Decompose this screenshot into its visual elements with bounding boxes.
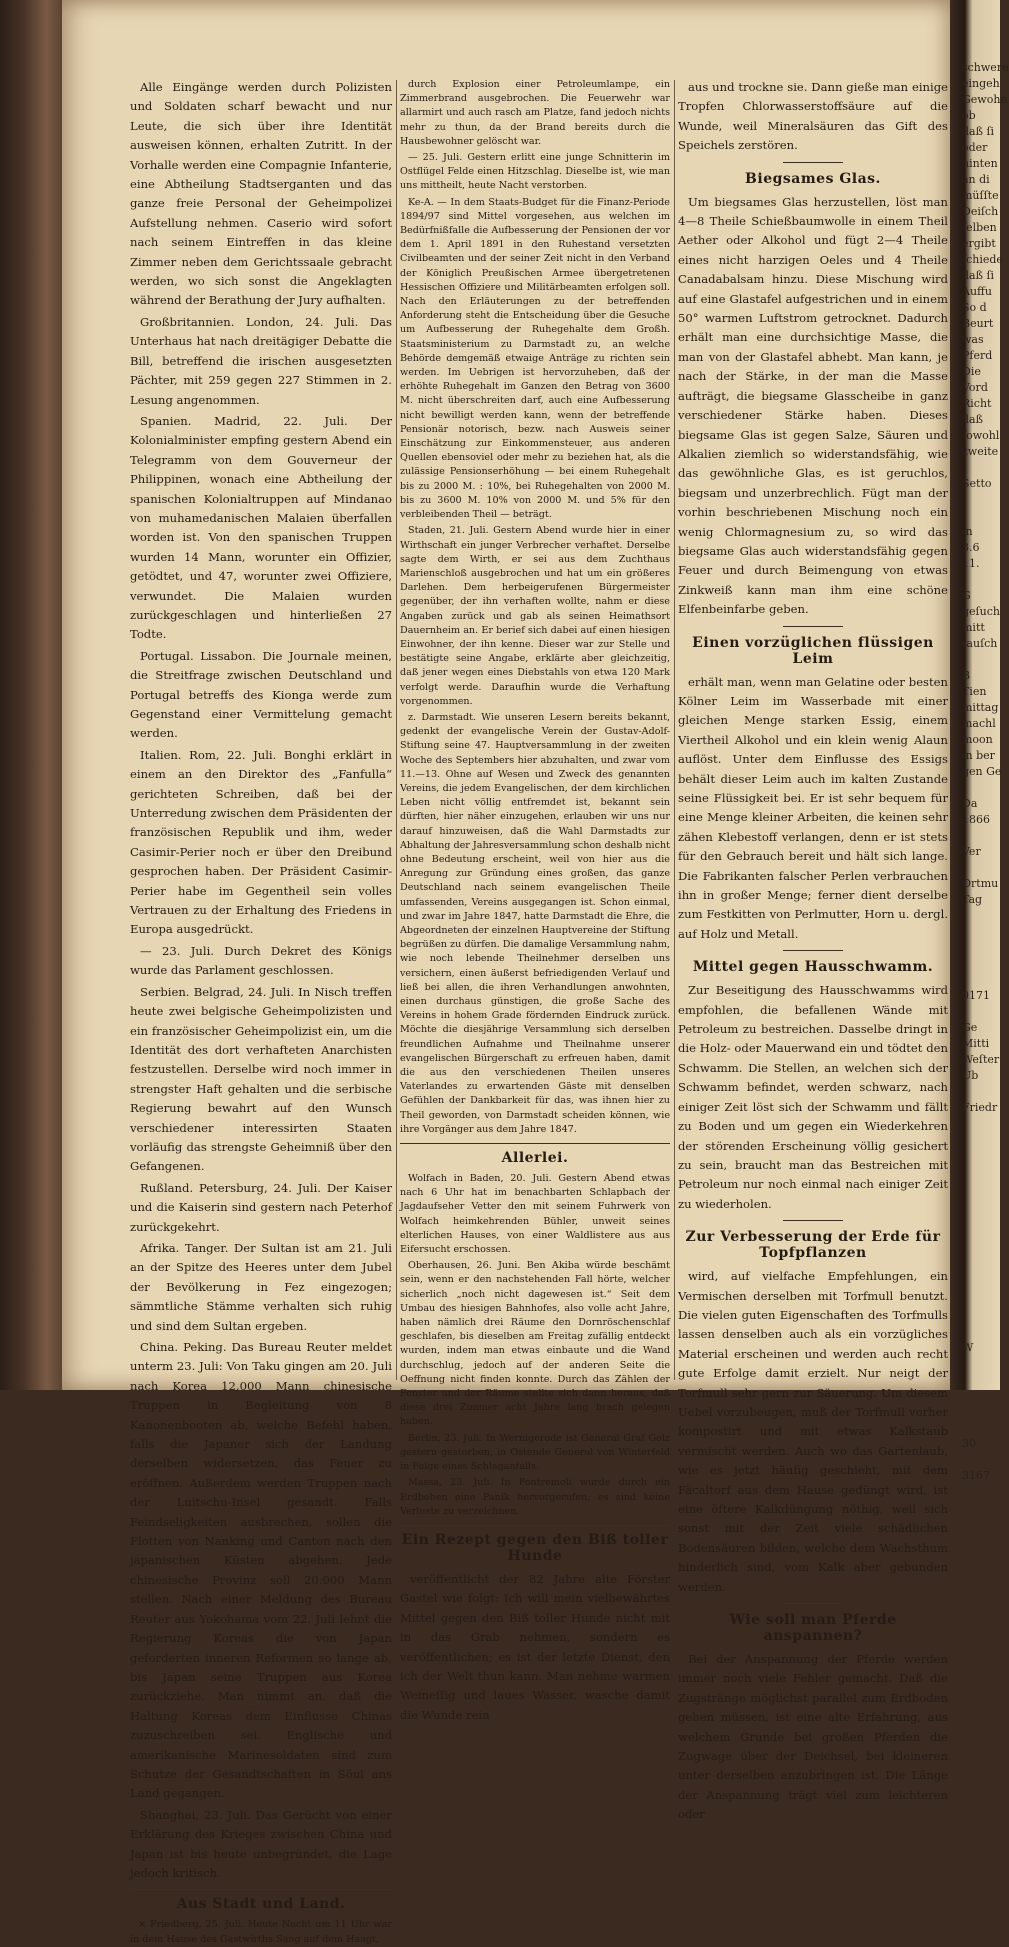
edge-fragment xyxy=(958,908,1000,924)
edge-fragment xyxy=(958,1132,1000,1148)
edge-fragment: Tien xyxy=(962,685,987,698)
edge-fragment xyxy=(958,1308,1000,1324)
edge-fragment: zweite xyxy=(962,445,999,458)
edge-fragment xyxy=(958,460,1000,476)
recipe-paragraph: aus und trockne sie. Dann gieße man einige Tropfen Chlorwasserstoffsäure auf die Wunde, weil Mineralsäuren das Gift des Speichels zerstören. xyxy=(678,80,948,153)
edge-fragment: Ortmu xyxy=(962,877,999,890)
edge-fragment: daß ſi xyxy=(962,269,995,282)
edge-fragment: W xyxy=(962,1341,974,1354)
article-heading: Biegsames Glas. xyxy=(745,170,881,187)
edge-fragment xyxy=(958,940,1000,956)
article-divider xyxy=(783,1603,843,1604)
article-divider xyxy=(783,950,843,951)
edge-fragment: Deiſch xyxy=(962,205,999,218)
edge-fragment: eingeh xyxy=(962,77,1000,90)
edge-fragment xyxy=(958,1196,1000,1212)
edge-fragment xyxy=(958,1212,1000,1228)
edge-fragment xyxy=(958,1244,1000,1260)
edge-fragment xyxy=(958,508,1000,524)
edge-fragment: machl xyxy=(962,717,996,730)
edge-fragment: Weſter xyxy=(962,1053,1000,1066)
article-divider xyxy=(783,162,843,163)
edge-fragment: Ver xyxy=(962,845,981,858)
edge-fragment: oder xyxy=(962,141,988,154)
edge-fragment xyxy=(958,572,1000,588)
edge-fragment xyxy=(958,860,1000,876)
section-rule xyxy=(400,1525,670,1526)
local-news-paragraph: × Friedberg, 25. Juli. Heute Nacht um 11 Uhr war in dem Hause des Gastwirths Sang auf dem Haagt, xyxy=(130,1919,392,1945)
article-paragraph: Zur Beseitigung des Hausschwamms wird empfohlen, die befallenen Wände mit Petroleum zu bestreichen. Dasselbe dringt in die Holz- oder Mauerwand ein und tödtet den Schwamm. Die Stellen, an welchen sich der Schwamm befindet, werden schwarz, nach einiger Zeit löst sich der Schwamm und fällt zu Boden und um gegen ein Wiederkehren der störenden Erscheinung völlig gesichert zu sein, braucht man das Bestreichen mit Petroleum nur noch einmal nach einiger Zeit zu wiederholen. xyxy=(678,983,948,1211)
edge-fragment xyxy=(958,828,1000,844)
edge-fragment: Pferd xyxy=(962,349,993,362)
book-binding-right xyxy=(950,0,1009,1482)
news-paragraph: — 23. Juli. Durch Dekret des Königs wurde das Parlament geschlossen. xyxy=(130,943,392,978)
edge-fragment: hinten xyxy=(962,157,998,170)
column-rule-1 xyxy=(396,80,397,1380)
edge-fragment: So d xyxy=(962,301,987,314)
news-paragraph: Shanghai, 23. Juli. Das Gerücht von einer Erklärung des Krieges zwischen China und Japan ist bis heute unbegründet, die Lage jedoch kritisch. xyxy=(130,1807,392,1880)
edge-fragment: 3167 xyxy=(962,1469,990,1482)
recipe-paragraph: veröffentlicht der 82 Jahre alte Förster Gastel wie folgt: Ich will mein vielbewährtes Mittel gegen den Biß toller Hunde nicht mit in das Grab nehmen, sondern es veröffentlichen; es ist der letzte Dienst, den ich der Welt thun kann. Man nehme warmen Weineſſig und laues Wasser, wasche damit die Wunde rein xyxy=(400,1571,670,1722)
section-heading-aus-stadt-und-land: Aus Stadt und Land. xyxy=(176,1896,346,1913)
edge-fragment: Die xyxy=(962,365,981,378)
edge-fragment xyxy=(958,1276,1000,1292)
article-divider xyxy=(783,626,843,627)
edge-fragment: Ub xyxy=(962,1069,979,1082)
edge-fragment: mittag xyxy=(962,701,999,714)
section-heading-allerlei: Allerlei. xyxy=(501,1150,569,1167)
miscellany-paragraph: Berlin, 23. Juli. In Wernigerode ist General Graf Golz gestern gestorben, in Ostende General von Winterfeld in Folge eines Schlaganfalls. xyxy=(400,1432,670,1473)
local-news-paragraph: z. Darmstadt. Wie unseren Lesern bereits bekannt, gedenkt der evangelische Verein der Gustav-Adolf-Stiftung seine 47. Hauptversammlung in der zweiten Woche des Septembers hier abzuhalten, und zwar vom 11.—13. Ohne auf Wesen und Zweck des genannten Vereins, die jedem Evangelischen, der dem kirchlichen Leben nicht völlig entfremdet ist, bekannt sein dürften, hier näher einzugehen, erlauben wir uns nur darauf hinzuweisen, daß die Wahl Darmstadts zur Abhaltung der Jahresversammlung schon deshalb nicht ohne Bedeutung erscheint, weil von hier aus die Anregung zur Gründung eines großen, das ganze Deutschland nach seinem evangelischen Theile umfassenden, Vereins ausgegangen ist. Schon einmal, und zwar im Jahre 1847, hatte Darmstadt die Ehre, die Abgeordneten der einzelnen Hauptvereine der Stiftung begrüßen zu dürfen. Die damalige Versammlung nahm, wie noch lebende Theilnehmer derselben uns versichern, einen äußerst befriedigenden Verlauf und ließ bei allen, die ihren Verhandlungen anwohnten, einen durchaus günstigen, die große Sache des Vereins in hohem Grade fördernden Eindruck zurück. Möchte die diesjährige Versammlung sich derselben freundlichen Aufnahme und Theilnahme unserer evangelischen Bürgerschaft zu erfreuen haben, damit die aus den verschiedenen Theilen unseres Vaterlandes zu erwartenden Gäste mit denselben Gefühlen der Dankbarkeit für das, was ihnen hier zu Theil geworden, von Darmstadt scheiden können, wie ihre Vorgänger aus dem Jahre 1847. xyxy=(400,711,670,1135)
article-paragraph: erhält man, wenn man Gelatine oder besten Kölner Leim im Wasserbade mit einer gleichen Menge starken Essig, einem Viertheil Alkohol und ein klein wenig Alaun auflöst. Unter dem Einflusse des Essigs behält dieser Leim auch im kalten Zustande seine Flüssigkeit bei. Er ist sehr bequem für eine Menge kleiner Arbeiten, die keinen sehr zähen Klebestoff verlangen, denn er ist stets für den Gebrauch bereit und hält sich lange. Die Fabrikanten falscher Perlen verbrauchen ihn in großer Menge; ferner dient derselbe zum Festkitten von Perlmutter, Horn u. dergl. auf Holz und Metall. xyxy=(678,674,948,941)
edge-fragment: 11. xyxy=(962,557,980,570)
column-2 xyxy=(400,78,670,1722)
edge-fragment xyxy=(958,1388,1000,1404)
miscellany-paragraph: Massa, 23. Juli. In Pontremoli wurde durch ein Erdbeben eine Panik hervorgerufen; es sind keine Verluste zu verzeichnen. xyxy=(400,1477,670,1517)
article-heading: Zur Verbesserung der Erde für Topfpflanzen xyxy=(685,1229,941,1262)
edge-fragment: 3.6 xyxy=(962,541,980,554)
news-paragraph: China. Peking. Das Bureau Reuter meldet unterm 23. Juli: Von Taku gingen am 20. Juli nach Korea 12,000 Mann chinesische Truppen in Begleitung von 8 Kanonenbooten ab, welche Befehl haben, falls die Japaner sich der Landung derselben widersetzen, das Feuer zu eröffnen. Außerdem werden Truppen nach der Luitschu-Insel gesandt. Falls Feindseligkeiten ausbrechen, sollen die Flotten von Nanking und Canton nach den japanischen Küsten abgehen. Jede chinesische Provinz soll 20,000 Mann stellen. Nach einer Meldung des Bureau Reuter aus Yokohama vom 22. Juli lehnt die Regierung Koreas die von Japan geforderten inneren Reformen so lange ab, bis Japan seine Truppen aus Korea zurückziehe. Man nimmt an, daß die Haltung Koreas dem Einflusse Chinas zuzuschreiben sei. Englische und amerikanische Marinesoldaten sind zum Schutze der Gesandtschaften in Söul ans Land gegangen. xyxy=(130,1340,392,1801)
section-rule xyxy=(400,1143,670,1144)
local-news-paragraph: — 25. Juli. Gestern erlitt eine junge Schnitterin im Ostflügel Felde einen Hitzschlag. Dieselbe ist, wie man uns mittheilt, heute Nacht verstorben. xyxy=(400,152,670,192)
edge-fragment: Setto xyxy=(962,477,992,490)
edge-fragment xyxy=(958,1292,1000,1308)
edge-fragment xyxy=(958,1356,1000,1372)
edge-fragment: Richt xyxy=(962,397,992,410)
edge-fragment: ſelben xyxy=(962,221,997,234)
edge-fragment xyxy=(958,1420,1000,1436)
edge-fragment: mitt xyxy=(962,621,985,634)
edge-fragment: G xyxy=(962,589,971,602)
edge-fragment xyxy=(958,924,1000,940)
edge-fragment: tauſch xyxy=(962,637,998,650)
book-binding-left xyxy=(0,0,62,1390)
edge-fragment: Auffu xyxy=(962,285,992,298)
edge-fragment xyxy=(958,1004,1000,1020)
news-paragraph: Serbien. Belgrad, 24. Juli. In Nisch treffen heute zwei belgische Geheimpolizisten und ein französischer Geheimpolizist ein, um die Identität des dort verhafteten Anarchisten festzustellen. Derselbe wird noch immer in strengster Haft gehalten und die serbische Regierung bewahrt auf den Wunsch verschiedener interessirten Staaten vorläufig das strengste Geheimniß über den Gefangenen. xyxy=(130,984,392,1174)
edge-fragment: gen Ge xyxy=(962,765,1002,778)
local-news-paragraph: durch Explosion einer Petroleumlampe, ein Zimmerbrand ausgebrochen. Die Feuerwehr war allarmirt und auch rasch am Platze, fand jedoch nichts mehr zu thun, da der Brand bereits durch die Hausbewohner gelöscht war. xyxy=(400,79,670,147)
news-paragraph: Spanien. Madrid, 22. Juli. Der Kolonialminister empfing gestern Abend ein Telegramm von dem Gouverneur der Philippinen, wonach eine Abtheilung der spanischen Kolonialtruppen auf Mindanao von muhamedanischen Malaien überfallen worden ist. Von den spanischen Truppen wurden 14 Mann, worunter ein Offizier, getödtet, und 47, worunter zwei Offiziere, verwundet. Die Malaien wurden zurückgeschlagen und hinterließen 27 Todte. xyxy=(130,413,392,642)
local-news-paragraph: Staden, 21. Juli. Gestern Abend wurde hier in einer Wirthschaft ein junger Verbrecher verhaftet. Derselbe sagte dem Wirth, er sei aus dem Zuchthaus Marienschloß ausgebrochen und hat um ein größeres Darlehen. Dem herbeigerufenen Bürgermeister gegenüber, der ihn verhaften wollte, nahm er diese Angaben zurück und gab als seinen Heimathsort Dauernheim an. Er berief sich dabei auf einen hiesigen Einwohner, der ihn kenne. Dieser war zur Stelle und bestätigte seine Angabe, erklärte aber gleichzeitig, daß jener wegen eines Diebstahls von etwa 120 Mark verfolgt werde. Daraufhin wurde die Verhaftung vorgenommen. xyxy=(400,525,670,707)
edge-fragment xyxy=(958,1084,1000,1100)
edge-fragment xyxy=(958,1148,1000,1164)
news-paragraph: Afrika. Tanger. Der Sultan ist am 21. Juli an der Spitze des Heeres unter dem Jubel der Bevölkerung in Fez eingezogen; sämmtliche Stämme verhalten sich ruhig und sind dem Sultan ergeben. xyxy=(130,1240,392,1333)
edge-fragment: ſchiede xyxy=(962,253,1003,266)
article-heading-rezept: Ein Rezept gegen den Biß toller Hunde xyxy=(401,1531,669,1564)
edge-fragment: schwere xyxy=(962,61,1009,74)
edge-fragment: Tag xyxy=(962,893,983,906)
edge-fragment: Ge xyxy=(962,1021,978,1034)
edge-fragment: Da xyxy=(962,797,978,810)
edge-fragment: 1866 xyxy=(962,813,990,826)
edge-fragment xyxy=(958,1164,1000,1180)
edge-fragment: Vord xyxy=(962,381,988,394)
edge-fragment: müſſte xyxy=(962,189,999,202)
article-paragraph: Bei der Anspannung der Pferde werden immer noch viele Fehler gemacht. Daß die Zugstränge möglichst parallel zum Erdboden gehen müssen, ist eine alte Erfahrung, aus welchem Grunde bei großen Pferden die Zugwage über der Deichsel, bei kleineren unter derselben anzubringen ist. Die Länge der Anspannung trägt viel zum leichteren oder xyxy=(678,1652,948,1822)
edge-fragment: Friedr xyxy=(962,1101,998,1114)
edge-fragment xyxy=(958,1324,1000,1340)
edge-fragment: daß ſi xyxy=(962,125,995,138)
edge-fragment: Beurt xyxy=(962,317,994,330)
edge-fragment xyxy=(958,1116,1000,1132)
edge-fragment: geſuch xyxy=(962,605,1000,618)
edge-fragment: in xyxy=(962,525,973,538)
miscellany-paragraph: Wolfach in Baden, 20. Juli. Gestern Abend etwas nach 6 Uhr hat im benachbarten Schlapbach der Jagdaufseher Vetter den mit seinem Fuhrwerk von Wolfach heimkehrenden Bühler, unweit seines elterlichen Hauses, von einer Waldlistere aus aus Eifersucht erschossen. xyxy=(400,1173,670,1256)
news-paragraph: Rußland. Petersburg, 24. Juli. Der Kaiser und die Kaiserin sind gestern nach Peterhof zurückgekehrt. xyxy=(130,1180,392,1234)
edge-fragment xyxy=(958,1452,1000,1468)
column-rule-2 xyxy=(674,80,675,1380)
article-paragraph: Um biegsames Glas herzustellen, löst man 4—8 Theile Schießbaumwolle in einem Theil Aether oder Alkohol und fügt 2—4 Theile eines nicht harzigen Oeles und 4 Theile Canadabalsam hinzu. Diese Mischung wird auf eine Glastafel aufgestrichen und in einem 50° warmen Luftstrom getrocknet. Dadurch erhält man eine durchsichtige Masse, die man von der Glastafel abhebt. Man kann, je nach der Stärke, in der man die Masse aufträgt, die biegsame Glasscheibe in ganz verschiedener Stärke haben. Dieses biegsame Glas ist gegen Salze, Säuren und Alkalien ziemlich so widerstandsfähig, wie das gewöhnliche Glas, es ist geruchlos, biegsam und unzerbrechlich. Fügt man der vorhin beschriebenen Mischung noch ein wenig Chlormagnesium zu, so wird das biegsame Glas auch widerstandsfähig gegen Feuer und durch Beimengung von etwas Zinkweiß kann man ihm eine schöne Elfenbeinfarbe geben. xyxy=(678,194,948,617)
edge-fragment: Mitti xyxy=(962,1037,990,1050)
article-paragraph: wird, auf vielfache Empfehlungen, ein Vermischen derselben mit Torfmull benutzt. Die vielen guten Eigenschaften des Torfmulls lassen denselben auch als ein vorzügliches Material erscheinen und werden auch recht gute Erfolge damit erzielt. Nur neigt der Torfmull sehr gern zur Säuerung. Um diesem Uebel vorzubeugen, muß der Torfmull vorher kompostirt und mit etwas Kalkstaub vermischt werden. Auch wo das Gartenlaub, wie es jetzt häufig geschieht, mit dem Fäcaltorf aus dem Hause gedüngt wird, ist eine öftere Kalkdüngung nöthig, weil sich sonst mit der Zeit viele schädlichen Bodensäuren bilden, welche dem Wachsthum hinderlich sind, vom Kalk aber gebunden werden. xyxy=(678,1269,948,1594)
edge-fragment xyxy=(958,1372,1000,1388)
edge-fragment xyxy=(958,1228,1000,1244)
article-divider xyxy=(783,1220,843,1221)
edge-fragment xyxy=(958,780,1000,796)
article-heading: Mittel gegen Hausschwamm. xyxy=(692,959,934,976)
edge-fragment: moon xyxy=(962,733,993,746)
local-news-paragraph: Ke-A. — In dem Staats-Budget für die Finanz-Periode 1894/97 sind Mittel vorgesehen, aus welchen im Bedürfnißfalle die Aufbesserung der Pensionen der vor dem 1. April 1891 in den Ruhestand versetzten Civilbeamten und der seiner Zeit nicht in den Verband der Königlich Preußischen Armee übergetretenen Hessischen Offiziere und Militärbeamten erfolgen soll. Nach den Erläuterungen zu der betreffenden Anforderung steht die Entscheidung über die Gesuche um Aufbesserung der Ruhegehalte dem Großh. Staatsministerium zu Darmstadt zu, an welche Behörde demgemäß etwaige Anträge zu richten sein werden. Im Uebrigen ist hervorzuheben, daß der erhöhte Ruhegehalt im Ganzen den Betrag von 3600 M. nicht überschreiten darf, auch eine Aufbesserung nicht bewilligt werden kann, wenn der betreffende Pensionär notorisch, bezw. nach Ausweis seiner Einschätzung zur Einkommensteuer, aus anderen Quellen ebensoviel oder mehr zu beziehen hat, als die zulässige Pensionserhöhung — bei einem Ruhegehalt bis zu 2000 M. : 10%, bei Ruhegehalten von 2000 M. bis zu 3600 M. 10% von 2000 M. und 5% für den verbleibenden Theil — beträgt. xyxy=(400,196,670,521)
edge-fragment xyxy=(958,1180,1000,1196)
edge-fragment: B xyxy=(962,669,971,682)
edge-fragment: an di xyxy=(962,173,990,186)
article-heading: Einen vorzüglichen flüssigen Leim xyxy=(692,634,934,667)
edge-fragment xyxy=(958,956,1000,972)
article-heading: Wie soll man Pferde anspannen? xyxy=(729,1612,897,1645)
miscellany-paragraph: Oberhausen, 26. Juni. Ben Akiba würde beschämt sein, wenn er den nachstehenden Fall hörte, welcher sicherlich „noch nicht dagewesen ist.“ Seit dem Umbau des hiesigen Bahnhofes, also volle acht Jahre, haben nämlich drei Räume den Dornröschenschlaf geschlafen, bis dieselben am Freitag zufällig entdeckt wurden, indem man etwas einbaute und die Wand durchschlug, jedoch auf der anderen Seite die Oeffnung nicht finden konnte. Durch das Zählen der Fenster und der Räume stellte sich dann heraus, daß diese drei Zimmer acht Jahre lang brach gelegen haben. xyxy=(400,1260,670,1428)
edge-fragment: in ber xyxy=(962,749,995,762)
column-3 xyxy=(678,78,948,1822)
edge-fragment: ſowohl xyxy=(962,429,1000,442)
edge-fragment: Gewohn xyxy=(962,93,1008,106)
news-paragraph: Italien. Rom, 22. Juli. Bonghi erklärt in einem an den Direktor des „Fanfulla“ gerichteten Schreiben, daß bei der Unterredung zwischen dem Präsidenten der französischen Republik und ihm, weder Casimir-Perier noch er über den Dreibund gesprochen haben. Der Präsident Casimir-Perier habe im Gegentheil sein volles Vertrauen zu der Erhaltung des Friedens in Europa ausgedrückt. xyxy=(130,747,392,937)
edge-fragment: ergibt xyxy=(962,237,996,250)
edge-fragment: ob xyxy=(962,109,976,122)
edge-fragment xyxy=(958,972,1000,988)
edge-fragment xyxy=(958,1260,1000,1276)
edge-fragment xyxy=(958,492,1000,508)
edge-fragment xyxy=(958,1404,1000,1420)
edge-fragment xyxy=(958,652,1000,668)
news-paragraph: Großbritannien. London, 24. Juli. Das Unterhaus hat nach dreitägiger Debatte die Bill, betreffend die irischen ausgesetzten Pächter, mit 259 gegen 227 Stimmen in 2. Lesung angenommen. xyxy=(130,314,392,407)
next-page-edge xyxy=(958,60,1009,1482)
edge-fragment: 30 xyxy=(962,1437,976,1450)
edge-fragment: was xyxy=(962,333,984,346)
column-1 xyxy=(130,78,392,1945)
edge-fragment: daß xyxy=(962,413,983,426)
section-rule xyxy=(130,1889,392,1890)
edge-fragment: 0171 xyxy=(962,989,990,1002)
news-paragraph: Portugal. Lissabon. Die Journale meinen, die Streitfrage zwischen Deutschland und Portugal betreffs des Kionga werde zum Gegenstand einer Vermittelung gemacht werden. xyxy=(130,648,392,741)
news-paragraph: Alle Eingänge werden durch Polizisten und Soldaten scharf bewacht und nur Leute, die sich über ihre Identität ausweisen können, erhalten Zutritt. In der Vorhalle werden eine Compagnie Infanterie, eine Abtheilung Stadtserganten und das ganze freie Personal der Geheimpolizei Aufstellung nehmen. Caserio wird sofort nach seinem Eintreffen in das kleine Zimmer neben dem Gerichtssaale gebracht werden, wo sich sonst die Angeklagten während der Berathung der Jury aufhalten. xyxy=(130,80,392,308)
